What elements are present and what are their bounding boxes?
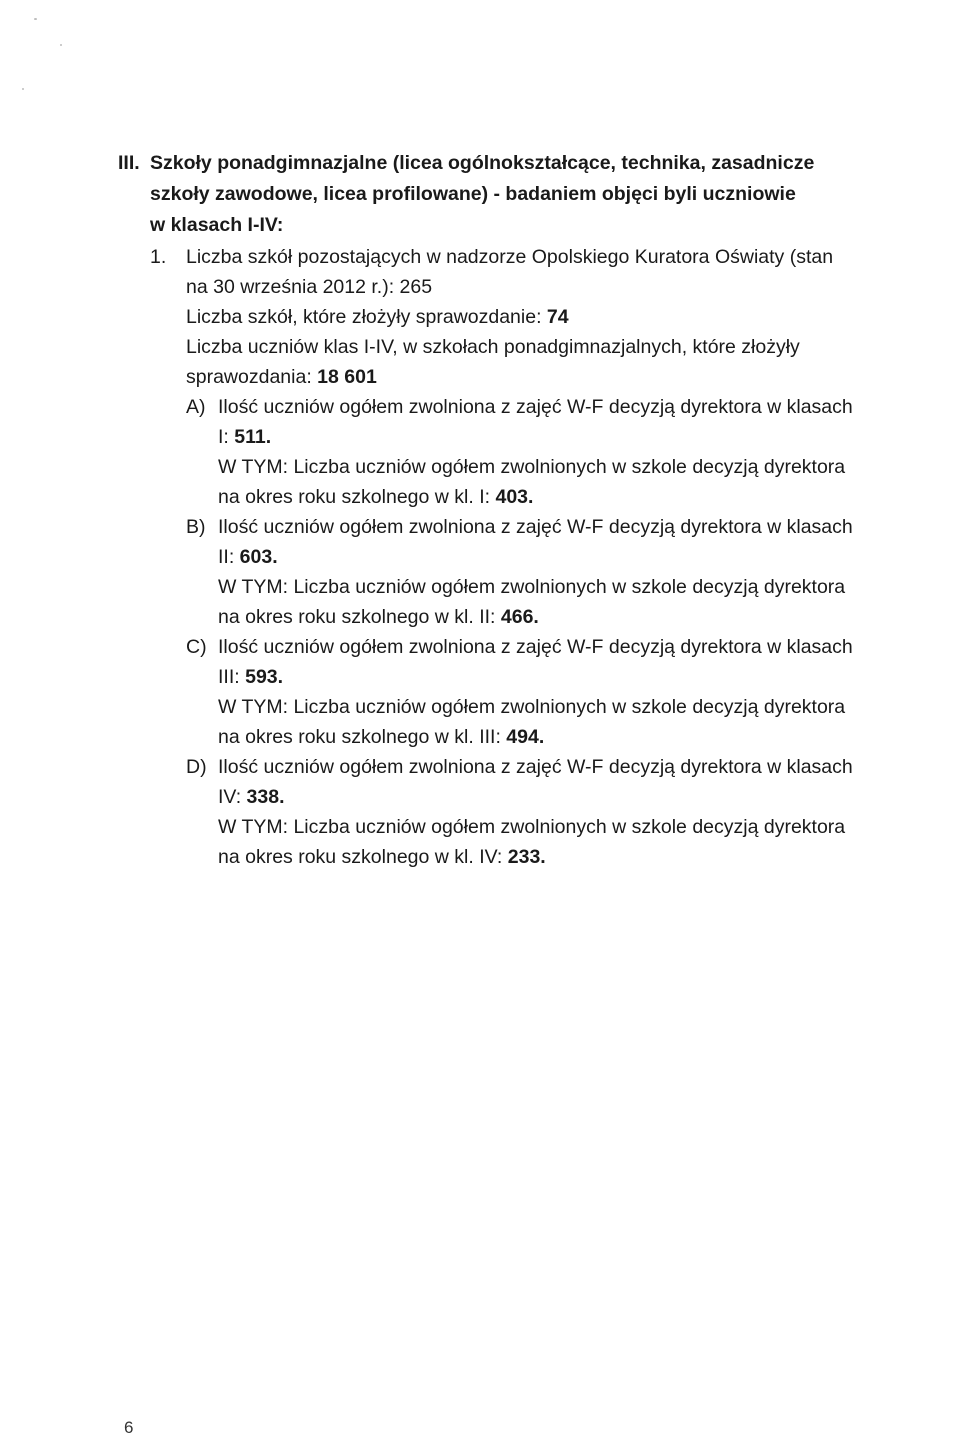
class-item-letter: A) <box>186 396 206 418</box>
students-reported <box>186 332 956 392</box>
class-item-wtym-value: 403. <box>495 486 534 508</box>
scan-speck <box>34 18 37 20</box>
item-1-line1: Liczba szkół pozostających w nadzorze Opolskiego Kuratora Oświaty (stan <box>186 246 834 268</box>
section-title-line2: szkoły zawodowe, licea profilowane) - badaniem objęci byli uczniowie <box>150 183 796 205</box>
schools-reported-value: 74 <box>546 306 569 328</box>
students-reported-value: 18 601 <box>317 366 377 388</box>
class-item-wtym-value: 466. <box>500 606 539 628</box>
class-item-wtym-line1: W TYM: Liczba uczniów ogółem zwolnionych w szkole decyzją dyrektora <box>218 816 846 838</box>
class-item-label: II: <box>218 546 240 568</box>
class-item-wtym-line2: na okres roku szkolnego w kl. I: <box>218 486 496 508</box>
class-item-line1: Ilość uczniów ogółem zwolniona z zajęć W-F decyzją dyrektora w klasach <box>218 516 853 538</box>
class-item-letter: D) <box>186 756 207 778</box>
class-item-line1: Ilość uczniów ogółem zwolniona z zajęć W-F decyzją dyrektora w klasach <box>218 636 853 658</box>
scan-speck <box>22 88 24 90</box>
class-item-wtym-line2: na okres roku szkolnego w kl. IV: <box>218 846 508 868</box>
section-number: III. <box>118 152 140 174</box>
class-item-a <box>186 392 956 512</box>
item-1 <box>150 242 952 302</box>
class-item-letter: C) <box>186 636 207 658</box>
schools-reported-label: Liczba szkół, które złożyły sprawozdanie: <box>186 306 547 328</box>
section-heading <box>118 148 952 241</box>
class-item-line1: Ilość uczniów ogółem zwolniona z zajęć W-F decyzją dyrektora w klasach <box>218 756 853 778</box>
class-item-c <box>186 632 956 752</box>
class-item-d <box>186 752 956 872</box>
class-item-b <box>186 512 956 632</box>
item-1-number: 1. <box>150 246 167 268</box>
class-item-letter: B) <box>186 516 206 538</box>
scan-speck <box>60 44 62 46</box>
section-title-line3: w klasach I-IV: <box>150 214 284 236</box>
class-item-wtym-value: 233. <box>507 846 546 868</box>
class-item-wtym-line1: W TYM: Liczba uczniów ogółem zwolnionych w szkole decyzją dyrektora <box>218 696 846 718</box>
class-item-label: I: <box>218 426 235 448</box>
class-item-label: IV: <box>218 786 247 808</box>
class-item-value: 593. <box>245 666 284 688</box>
class-item-wtym-line2: na okres roku szkolnego w kl. II: <box>218 606 501 628</box>
section-title-line1: Szkoły ponadgimnazjalne (licea ogólnokształcące, technika, zasadnicze <box>150 152 815 174</box>
class-item-label: III: <box>218 666 246 688</box>
page-number: 6 <box>124 1418 134 1437</box>
class-item-wtym-line2: na okres roku szkolnego w kl. III: <box>218 726 507 748</box>
students-reported-line2: sprawozdania: <box>186 366 318 388</box>
class-item-value: 511. <box>234 426 272 448</box>
class-item-wtym-value: 494. <box>506 726 545 748</box>
students-reported-line1: Liczba uczniów klas I-IV, w szkołach ponadgimnazjalnych, które złożyły <box>186 336 800 358</box>
class-item-value: 603. <box>239 546 278 568</box>
item-1-line2: na 30 września 2012 r.): 265 <box>186 276 433 298</box>
class-item-line1: Ilość uczniów ogółem zwolniona z zajęć W-F decyzją dyrektora w klasach <box>218 396 853 418</box>
class-item-wtym-line1: W TYM: Liczba uczniów ogółem zwolnionych w szkole decyzją dyrektora <box>218 576 846 598</box>
class-item-wtym-line1: W TYM: Liczba uczniów ogółem zwolnionych w szkole decyzją dyrektora <box>218 456 846 478</box>
schools-reported <box>186 302 956 332</box>
class-item-value: 338. <box>246 786 285 808</box>
